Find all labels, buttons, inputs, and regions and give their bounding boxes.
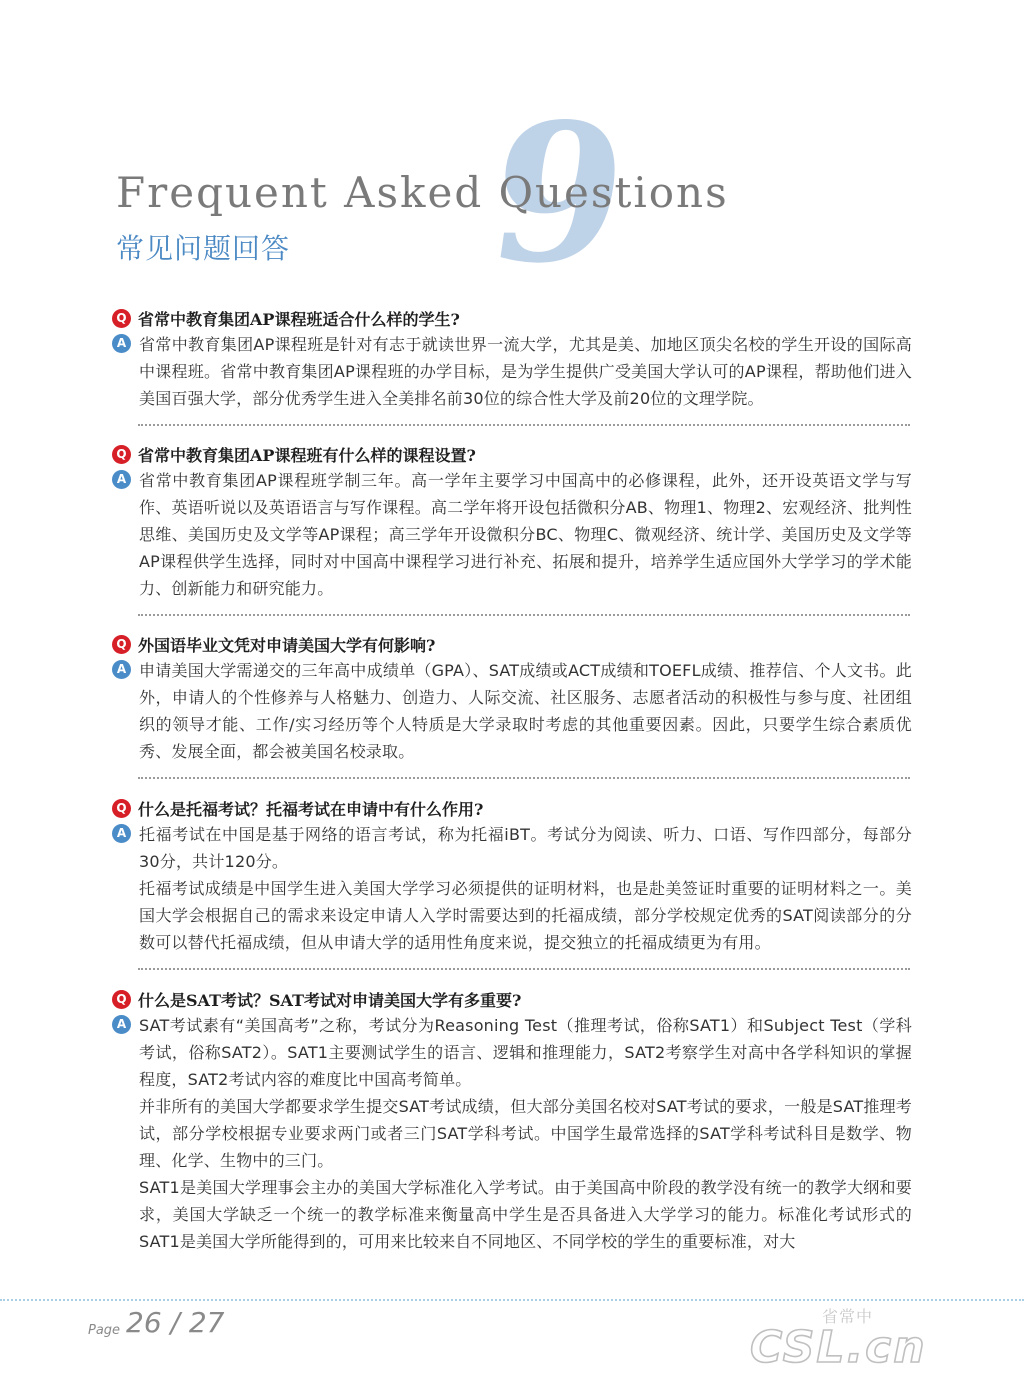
faq-item bbox=[112, 631, 912, 765]
faq-item bbox=[112, 305, 912, 412]
faq-answer bbox=[112, 467, 912, 602]
answer-paragraph: 申请美国大学需递交的三年高中成绩单（GPA）、SAT成绩或ACT成绩和TOEFL成绩、推荐信、个人文书。此外，申请人的个性修养与人格魅力、创造力、人际交流、社区服务、志愿者活动的积极性与参与度、社团组织的领导才能、工作/实习经历等个人特质是大学录取时考虑的其他重要因素。因此，只要学生综合素质优秀、发展全面，都会被美国名校录取。 bbox=[139, 661, 912, 761]
faq-question-row bbox=[112, 441, 912, 467]
question-icon: Q bbox=[112, 445, 131, 464]
answer-paragraph: SAT1是美国大学理事会主办的美国大学标准化入学考试。由于美国高中阶段的教学没有统一的教学大纲和要求，美国大学缺乏一个统一的教学标准来衡量高中学生是否具备进入大学学习的能力。标准化考试形式的SAT1是美国大学所能得到的，可用来比较来自不同地区、不同学校的学生的重要标准，对大 bbox=[139, 1178, 912, 1251]
watermark-school-name: 省常中 bbox=[822, 1307, 874, 1326]
faq-question-row bbox=[112, 986, 912, 1012]
faq-question: 省常中教育集团AP课程班有什么样的课程设置? bbox=[138, 445, 476, 465]
faq-question: 外国语毕业文凭对申请美国大学有何影响? bbox=[138, 635, 436, 655]
answer-icon: A bbox=[112, 824, 131, 843]
answer-paragraph: SAT考试素有“美国高考”之称，考试分为Reasoning Test（推理考试，俗称SAT1）和Subject Test（学科考试，俗称SAT2）。SAT1主要测试学生的语言、逻辑和推理能力，SAT2考察学生对高中各学科知识的掌握程度，SAT2考试内容的难度比中国高考简单。 bbox=[139, 1016, 912, 1089]
page-title-english: Frequent Asked Questions bbox=[116, 168, 729, 217]
question-icon: Q bbox=[112, 799, 131, 818]
faq-question: 什么是托福考试？托福考试在申请中有什么作用? bbox=[138, 799, 484, 819]
faq-answer bbox=[112, 821, 912, 956]
faq-question-row bbox=[112, 631, 912, 657]
page-numbers: 26 / 27 bbox=[126, 1306, 225, 1339]
answer-paragraph: 并非所有的美国大学都要求学生提交SAT考试成绩，但大部分美国名校对SAT考试的要求，一般是SAT推理考试，部分学校根据专业要求两门或者三门SAT学科考试。中国学生最常选择的SAT学科考试科目是数学、物理、化学、生物中的三门。 bbox=[139, 1097, 912, 1170]
page-title-chinese: 常见问题回答 bbox=[116, 232, 291, 265]
answer-paragraph: 托福考试成绩是中国学生进入美国大学学习必须提供的证明材料，也是赴美签证时重要的证明材料之一。美国大学会根据自己的需求来设定申请人入学时需要达到的托福成绩，部分学校规定优秀的SAT阅读部分的分数可以替代托福成绩，但从申请大学的适用性角度来说，提交独立的托福成绩更为有用。 bbox=[139, 879, 912, 952]
divider bbox=[138, 777, 910, 779]
faq-question-row bbox=[112, 305, 912, 331]
answer-paragraph: 省常中教育集团AP课程班学制三年。高一学年主要学习中国高中的必修课程，此外，还开设英语文学与写作、英语听说以及英语语言与写作课程。高二学年将开设包括微积分AB、物理1、物理2、宏观经济、批判性思维、美国历史及文学等AP课程；高三学年开设微积分BC、物理C、微观经济、统计学、美国历史及文学等AP课程供学生选择，同时对中国高中课程学习进行补充、拓展和提升，培养学生适应国外大学学习的学术能力、创新能力和研究能力。 bbox=[139, 471, 912, 598]
faq-question: 什么是SAT考试？SAT考试对申请美国大学有多重要? bbox=[138, 990, 522, 1010]
faq-item bbox=[112, 986, 912, 1255]
watermark-site: CSL.cn bbox=[750, 1322, 927, 1373]
question-icon: Q bbox=[112, 635, 131, 654]
question-icon: Q bbox=[112, 309, 131, 328]
faq-item bbox=[112, 441, 912, 602]
answer-icon: A bbox=[112, 1015, 131, 1034]
faq-answer bbox=[112, 1012, 912, 1255]
faq-item bbox=[112, 795, 912, 956]
answer-icon: A bbox=[112, 470, 131, 489]
answer-icon: A bbox=[112, 334, 131, 353]
answer-icon: A bbox=[112, 660, 131, 679]
watermark-logo bbox=[740, 1300, 970, 1380]
chapter-number: 9 bbox=[476, 82, 640, 305]
answer-paragraph: 托福考试在中国是基于网络的语言考试，称为托福iBT。考试分为阅读、听力、口语、写作四部分，每部分30分，共计120分。 bbox=[139, 825, 912, 871]
page-label: Page bbox=[88, 1323, 121, 1338]
faq-answer bbox=[112, 657, 912, 765]
divider bbox=[138, 614, 910, 616]
faq-question-row bbox=[112, 795, 912, 821]
divider bbox=[138, 424, 910, 426]
answer-paragraph: 省常中教育集团AP课程班是针对有志于就读世界一流大学，尤其是美、加地区顶尖名校的学生开设的国际高中课程班。省常中教育集团AP课程班的办学目标，是为学生提供广受美国大学认可的AP课程，帮助他们进入美国百强大学，部分优秀学生进入全美排名前30位的综合性大学及前20位的文理学院。 bbox=[139, 335, 912, 408]
faq-question: 省常中教育集团AP课程班适合什么样的学生? bbox=[138, 309, 460, 329]
question-icon: Q bbox=[112, 990, 131, 1009]
divider bbox=[138, 968, 910, 970]
faq-answer bbox=[112, 331, 912, 412]
